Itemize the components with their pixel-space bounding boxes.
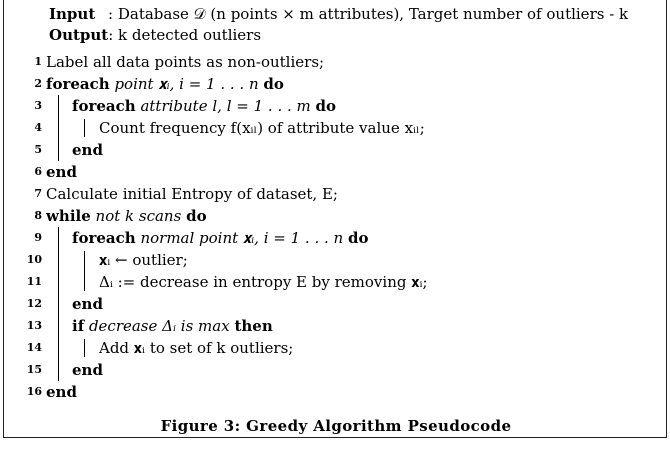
keyword: foreach bbox=[46, 75, 110, 93]
line-number: 10 bbox=[26, 253, 42, 266]
keyword: end bbox=[46, 163, 77, 181]
line-text: Add 𝐱ᵢ to set of k outliers; bbox=[99, 339, 294, 357]
keyword: end bbox=[72, 295, 103, 313]
block-bar bbox=[84, 339, 85, 357]
keyword: foreach bbox=[72, 97, 136, 115]
input-text: : Database 𝒟 (n points × m attributes), Target number of outliers - k bbox=[108, 5, 629, 23]
line-number: 14 bbox=[26, 341, 42, 354]
line-text: Count frequency f(xᵢₗ) of attribute value xᵢₗ; bbox=[99, 119, 425, 137]
line-text: decrease Δᵢ is max bbox=[88, 317, 230, 335]
keyword: do bbox=[348, 229, 369, 247]
keyword: if bbox=[72, 317, 85, 335]
input-line bbox=[49, 4, 628, 24]
keyword: end bbox=[72, 141, 103, 159]
keyword: do bbox=[315, 97, 337, 115]
input-label: Input bbox=[49, 5, 96, 23]
block-bar bbox=[58, 95, 59, 161]
line-number: 12 bbox=[26, 297, 42, 310]
output-text: : k detected outliers bbox=[108, 26, 262, 44]
line-text: Δᵢ := decrease in entropy E by removing 𝐱ᵢ; bbox=[99, 273, 428, 291]
line-text: 𝐱ᵢ ← outlier; bbox=[99, 251, 188, 269]
block-bar bbox=[84, 251, 85, 291]
keyword: do bbox=[186, 207, 207, 225]
line-number: 6 bbox=[34, 165, 42, 178]
keyword: end bbox=[46, 383, 77, 401]
line-text: normal point 𝐱ᵢ, i = 1 . . . n bbox=[140, 229, 344, 247]
block-bar bbox=[84, 119, 85, 137]
output-label: Output bbox=[49, 26, 109, 44]
algorithm-frame bbox=[3, 0, 667, 438]
line-number: 11 bbox=[26, 275, 42, 288]
line-number: 9 bbox=[34, 231, 42, 244]
line-text: not k scans bbox=[95, 207, 182, 225]
keyword: while bbox=[46, 207, 91, 225]
line-number: 5 bbox=[34, 143, 42, 156]
output-line bbox=[49, 25, 261, 45]
keyword: foreach bbox=[72, 229, 136, 247]
keyword: then bbox=[234, 317, 273, 335]
line-number: 2 bbox=[34, 77, 42, 90]
figure-caption: Figure 3: Greedy Algorithm Pseudocode bbox=[160, 417, 512, 435]
line-number: 7 bbox=[34, 187, 42, 200]
line-text: Calculate initial Entropy of dataset, E; bbox=[46, 185, 338, 203]
keyword: do bbox=[263, 75, 284, 93]
line-number: 16 bbox=[26, 385, 42, 398]
line-number: 15 bbox=[26, 363, 42, 376]
line-text: attribute l, l = 1 . . . m bbox=[140, 97, 311, 115]
line-number: 3 bbox=[34, 99, 42, 112]
line-text: point 𝐱ᵢ, i = 1 . . . n bbox=[114, 75, 259, 93]
keyword: end bbox=[72, 361, 103, 379]
line-number: 4 bbox=[34, 121, 42, 134]
line-number: 13 bbox=[26, 319, 42, 332]
line-number: 1 bbox=[34, 55, 42, 68]
block-bar bbox=[58, 227, 59, 381]
line-text: Label all data points as non-outliers; bbox=[46, 53, 325, 71]
line-number: 8 bbox=[34, 209, 42, 222]
